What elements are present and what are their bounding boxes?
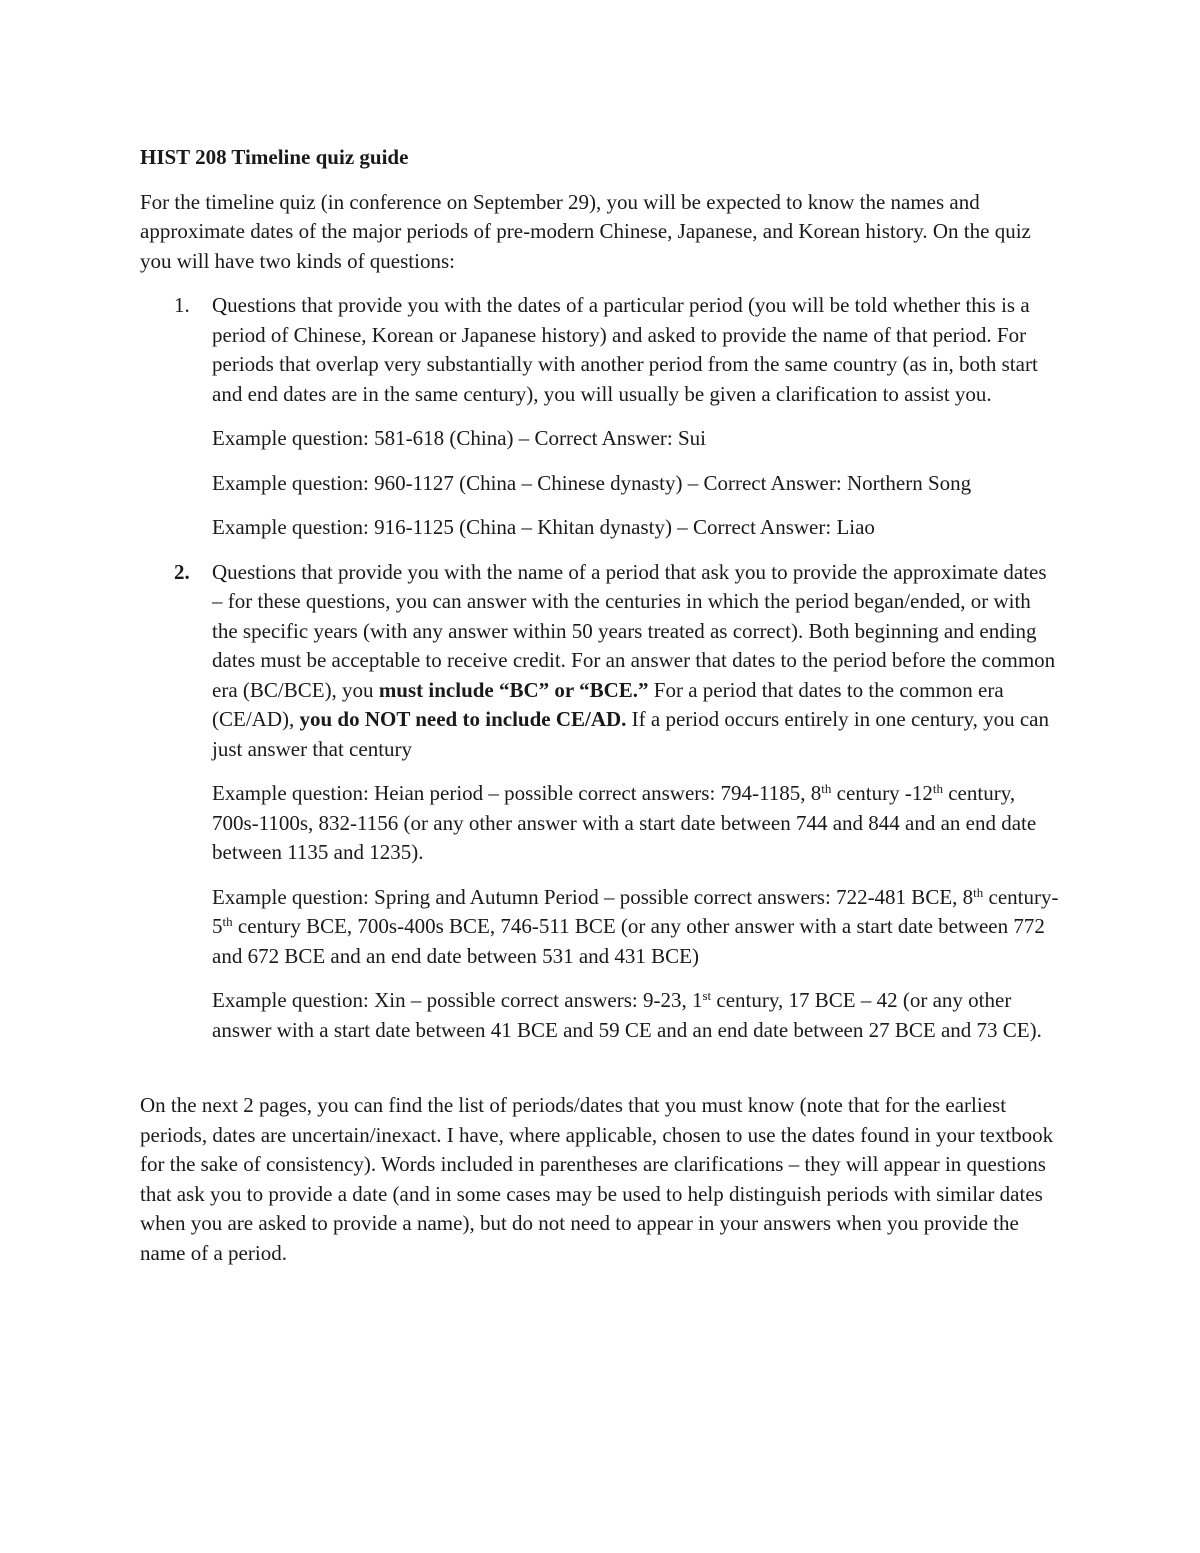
document-title: HIST 208 Timeline quiz guide (140, 145, 409, 169)
ordinal-suffix: th (932, 781, 943, 796)
question-types-list (140, 291, 1060, 1045)
question-type-2-text (212, 558, 1060, 765)
example-text: century, 17 BCE – 42 (or any other answer with a start date between 41 BCE and 59 CE and an end date between 27 BCE and 73 CE). (212, 988, 1042, 1042)
ce-requirement-emphasis: you do NOT need to include CE/AD. (299, 707, 627, 731)
example-text: century-5 (212, 884, 1059, 938)
example-text: Example question: Heian period – possible correct answers: 794-1185, 8 (212, 781, 822, 805)
example-text: century -12 (831, 781, 933, 805)
q2-text-part: For a period that dates to the common era (CE/AD), (212, 677, 1004, 731)
example-text: century BCE, 700s-400s BCE, 746-511 BCE (or any other answer with a start date between 772 and 672 BCE and an end date between 531 and 431 BCE) (212, 914, 1045, 968)
example-question: Example question: 960-1127 (China – Chinese dynasty) – Correct Answer: Northern Song (212, 470, 972, 495)
example-question-spring-autumn (212, 883, 1060, 972)
list-number-1: 1. (174, 293, 190, 317)
question-type-2 (140, 558, 1060, 1046)
example-text: century, 700s-1100s, 832-1156 (or any other answer with a start date between 744 and 844 and an end date between 1135 and 1235). (212, 781, 1037, 864)
example-question: Example question: 916-1125 (China – Khitan dynasty) – Correct Answer: Liao (212, 515, 875, 539)
ordinal-suffix: st (702, 988, 712, 1003)
ordinal-suffix: th (222, 914, 233, 929)
q2-text-part: Questions that provide you with the name of a period that ask you to provide the approximate dates – for these questions, you can answer with the centuries in which the period began/ended, or with the specific years (with any answer within 50 years treated as correct). Both beginning and ending dates must be acceptable to receive credit. For an answer that dates to the period before the common era (BC/BCE), you (212, 559, 1056, 702)
question-type-1 (140, 291, 1060, 543)
example-question: Example question: 581-618 (China) – Correct Answer: Sui (212, 426, 707, 450)
q2-text-part: If a period occurs entirely in one century, you can just answer that century (212, 707, 1049, 761)
question-type-1-text: Questions that provide you with the dates of a particular period (you will be told whether this is a period of Chinese, Korean or Japanese history) and asked to provide the name of that period. For periods that overlap very substantially with another period from the same country (as in, both start and end dates are in the same century), you will usually be given a clarification to assist you. (212, 293, 1038, 406)
example-question-xin (212, 986, 1060, 1045)
closing-paragraph: On the next 2 pages, you can find the list of periods/dates that you must know (note that for the earliest periods, dates are uncertain/inexact. I have, where applicable, chosen to use the dates found in your textbook for the sake of consistency). Words included in parentheses are clarifications – they will appear in questions that ask you to provide a date (and in some cases may be used to help distinguish periods with similar dates when you are asked to provide a name), but do not need to appear in your answers when you provide the name of a period. (140, 1093, 1054, 1265)
intro-paragraph: For the timeline quiz (in conference on September 29), you will be expected to know the names and approximate dates of the major periods of pre-modern Chinese, Japanese, and Korean history. On the quiz you will have two kinds of questions: (140, 189, 1031, 273)
example-question-heian (212, 779, 1060, 868)
ordinal-suffix: th (821, 781, 832, 796)
example-text: Example question: Spring and Autumn Period – possible correct answers: 722-481 BCE, 8 (212, 884, 974, 909)
example-text: Example question: Xin – possible correct answers: 9-23, 1 (212, 988, 703, 1012)
ordinal-suffix: th (973, 884, 984, 900)
list-number-2: 2. (174, 559, 190, 584)
bce-requirement-emphasis: must include “BC” or “BCE.” (378, 677, 649, 702)
